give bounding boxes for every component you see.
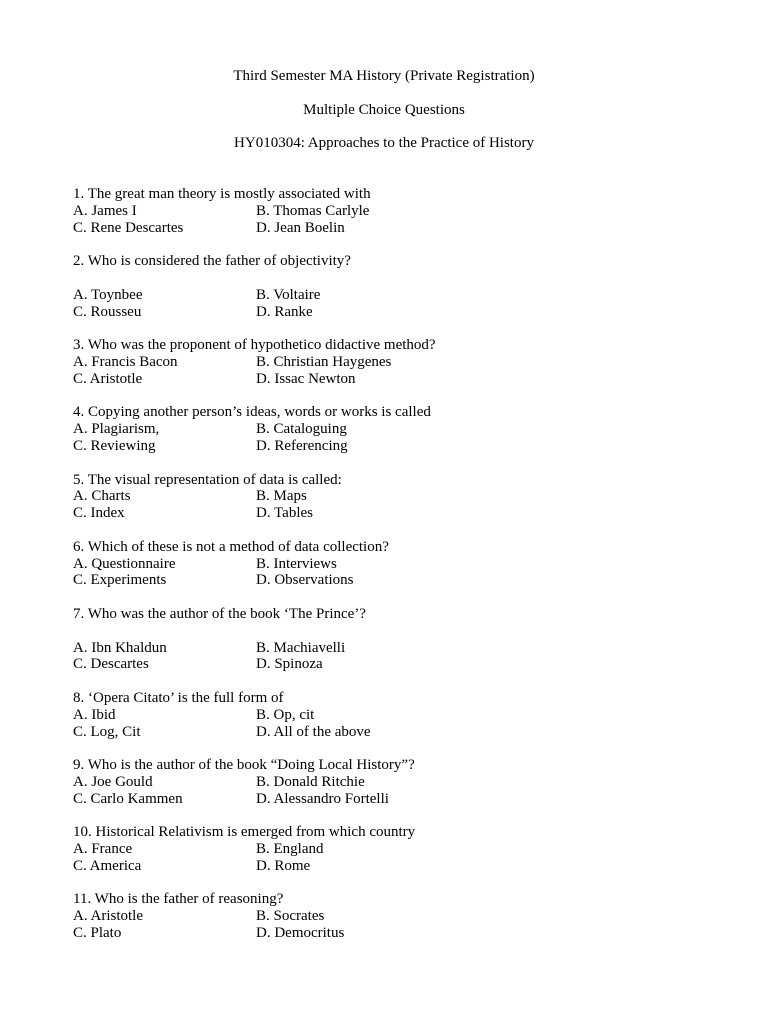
question-6 [73, 539, 733, 589]
option-d: D. Spinoza [256, 656, 323, 673]
option-b: B. Voltaire [256, 286, 321, 303]
option-row [73, 841, 733, 858]
option-row [73, 908, 733, 925]
question-text: 2. Who is considered the father of objectivity? [73, 253, 351, 270]
option-b: B. Christian Haygenes [256, 353, 392, 370]
option-b: B. England [256, 841, 324, 858]
option-row [73, 304, 733, 321]
option-b: B. Socrates [256, 908, 325, 925]
option-row [73, 791, 733, 808]
question-3 [73, 337, 733, 387]
question-10 [73, 824, 733, 874]
option-c: C. Plato [73, 925, 122, 942]
option-d: D. Referencing [256, 437, 348, 454]
option-a: A. Toynbee [73, 286, 143, 303]
option-row [73, 858, 733, 875]
option-row [73, 640, 733, 657]
option-a: A. James I [73, 202, 137, 219]
question-11 [73, 891, 733, 941]
option-b: B. Machiavelli [256, 639, 346, 656]
question-text: 11. Who is the father of reasoning? [73, 891, 284, 908]
option-c: C. America [73, 857, 142, 874]
question-text: 10. Historical Relativism is emerged from which country [73, 824, 416, 841]
option-d: D. Alessandro Fortelli [256, 790, 389, 807]
question-2 [73, 253, 733, 320]
option-b: B. Interviews [256, 555, 337, 572]
option-row [73, 438, 733, 455]
option-d: D. Issac Newton [256, 370, 356, 387]
question-8 [73, 690, 733, 740]
question-text: 6. Which of these is not a method of data collection? [73, 538, 389, 555]
option-a: A. Aristotle [73, 908, 143, 925]
option-b: B. Maps [256, 488, 307, 505]
option-d: D. All of the above [256, 723, 371, 740]
option-d: D. Democritus [256, 925, 345, 942]
document-subtitle: Multiple Choice Questions [303, 102, 465, 118]
option-row [73, 724, 733, 741]
question-text: 8. ‘Opera Citato’ is the full form of [73, 689, 284, 706]
option-a: A. Charts [73, 488, 131, 505]
option-a: A. France [73, 841, 133, 858]
option-c: C. Index [73, 505, 125, 522]
option-b: B. Cataloguing [256, 421, 347, 438]
option-row [73, 421, 733, 438]
option-row [73, 203, 733, 220]
option-row [73, 572, 733, 589]
option-d: D. Rome [256, 857, 311, 874]
option-c: C. Reviewing [73, 437, 156, 454]
option-row [73, 354, 733, 371]
question-1 [73, 186, 733, 236]
option-row [73, 656, 733, 673]
option-d: D. Jean Boelin [256, 219, 345, 236]
document-title: Third Semester MA History (Private Registration) [233, 68, 535, 84]
question-text: 5. The visual representation of data is called: [73, 471, 342, 488]
question-7 [73, 606, 733, 673]
question-text: 4. Copying another person’s ideas, words or works is called [73, 404, 431, 421]
option-row [73, 488, 733, 505]
option-a: A. Joe Gould [73, 773, 153, 790]
question-4 [73, 404, 733, 454]
option-a: A. Ibid [73, 706, 116, 723]
option-b: B. Op, cit [256, 706, 315, 723]
option-b: B. Thomas Carlyle [256, 202, 370, 219]
option-a: A. Francis Bacon [73, 353, 178, 370]
option-d: D. Observations [256, 572, 354, 589]
option-row [73, 371, 733, 388]
option-c: C. Carlo Kammen [73, 790, 183, 807]
option-c: C. Rene Descartes [73, 219, 184, 236]
question-list [73, 186, 733, 942]
question-text: 7. Who was the author of the book ‘The Prince’? [73, 605, 366, 622]
question-9 [73, 757, 733, 807]
option-b: B. Donald Ritchie [256, 773, 365, 790]
option-c: C. Log, Cit [73, 723, 141, 740]
question-5 [73, 472, 733, 522]
question-text: 3. Who was the proponent of hypothetico didactive method? [73, 337, 436, 354]
question-text: 1. The great man theory is mostly associated with [73, 186, 371, 202]
option-row [73, 707, 733, 724]
option-d: D. Tables [256, 505, 313, 522]
option-c: C. Aristotle [73, 370, 143, 387]
option-row [73, 505, 733, 522]
option-d: D. Ranke [256, 303, 313, 320]
option-row [73, 556, 733, 573]
option-c: C. Rousseu [73, 303, 142, 320]
option-row [73, 774, 733, 791]
option-a: A. Plagiarism, [73, 421, 160, 438]
course-code-title: HY010304: Approaches to the Practice of History [234, 135, 534, 151]
option-row [73, 287, 733, 304]
option-row [73, 925, 733, 942]
question-text: 9. Who is the author of the book “Doing Local History”? [73, 757, 415, 774]
option-c: C. Experiments [73, 572, 167, 589]
option-row [73, 220, 733, 237]
option-c: C. Descartes [73, 656, 149, 673]
option-a: A. Questionnaire [73, 555, 176, 572]
option-a: A. Ibn Khaldun [73, 639, 167, 656]
